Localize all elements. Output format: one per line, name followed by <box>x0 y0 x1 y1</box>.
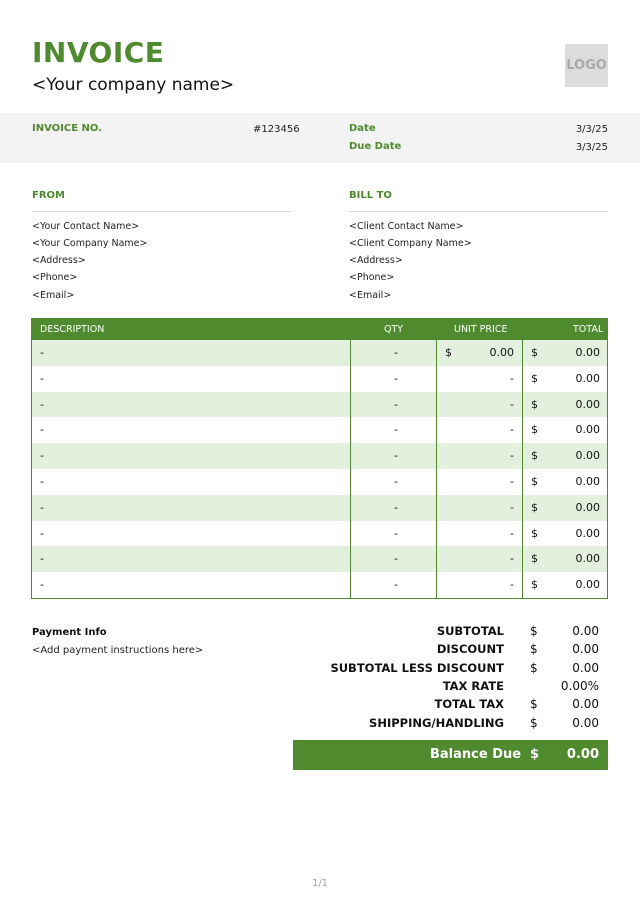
row-total: 0.00 <box>575 449 600 463</box>
bill-to-divider <box>349 211 608 212</box>
col-divider-qty <box>350 340 351 598</box>
row-description: - <box>40 371 44 385</box>
row-qty: - <box>394 552 398 566</box>
page-number: 1/1 <box>311 878 329 889</box>
table-header <box>32 319 607 340</box>
totals-value: 0.00 <box>572 624 599 638</box>
row-qty: - <box>394 526 398 540</box>
row-qty: - <box>394 475 398 488</box>
row-total-currency: $ <box>531 552 538 566</box>
row-qty: - <box>394 578 398 592</box>
table-row <box>32 495 607 521</box>
row-total: 0.00 <box>575 526 600 540</box>
row-unit-price: - <box>510 552 514 566</box>
invoice-title: INVOICE <box>32 36 165 69</box>
date-value: 3/3/25 <box>575 124 608 135</box>
row-unit-price: - <box>510 449 514 463</box>
row-total-currency: $ <box>531 449 538 463</box>
totals-currency: $ <box>530 660 538 675</box>
col-description-header: DESCRIPTION <box>40 324 105 335</box>
from-heading: FROM <box>32 190 65 201</box>
from-company-name: <Your Company Name> <box>32 238 148 249</box>
row-qty: - <box>394 449 398 463</box>
row-total-currency: $ <box>531 578 538 592</box>
totals-value: 0.00 <box>572 697 599 712</box>
row-description: - <box>40 423 44 437</box>
row-qty: - <box>394 371 398 385</box>
table-row <box>32 443 607 469</box>
from-email: <Email> <box>32 290 75 301</box>
row-description: - <box>40 449 44 463</box>
table-row <box>32 469 607 495</box>
due-date-label: Due Date <box>349 141 402 152</box>
table-row <box>32 572 607 598</box>
row-description: - <box>40 346 44 359</box>
col-total-header: TOTAL <box>573 324 604 335</box>
totals-label: DISCOUNT <box>436 642 504 657</box>
bill-to-email: <Email> <box>349 290 392 301</box>
row-unit-price: - <box>510 397 514 411</box>
from-phone: <Phone> <box>32 272 78 283</box>
row-unit-price: - <box>510 500 514 514</box>
row-total: 0.00 <box>575 346 600 359</box>
col-qty-header: QTY <box>384 324 404 335</box>
balance-due-currency: $ <box>530 747 540 762</box>
totals-value: 0.00% <box>560 678 599 693</box>
balance-due-bar <box>293 740 608 770</box>
balance-due-label: Balance Due <box>430 747 522 762</box>
row-total-currency: $ <box>531 397 538 411</box>
invoice-no-label: INVOICE NO. <box>32 123 102 134</box>
row-total-currency: $ <box>531 423 538 437</box>
line-items-table <box>31 318 608 599</box>
row-unit-price: 0.00 <box>489 346 514 359</box>
row-description: - <box>40 552 44 566</box>
row-description: - <box>40 526 44 540</box>
row-total-currency: $ <box>531 371 538 385</box>
totals-label: SUBTOTAL <box>436 624 504 638</box>
payment-instructions: <Add payment instructions here> <box>32 645 204 656</box>
row-qty: - <box>394 397 398 411</box>
row-description: - <box>40 397 44 411</box>
row-unit-price: - <box>510 526 514 540</box>
due-date-value: 3/3/25 <box>575 142 608 153</box>
row-total-currency: $ <box>531 346 538 359</box>
table-row <box>32 546 607 572</box>
row-total: 0.00 <box>575 371 600 385</box>
totals-value: 0.00 <box>572 642 599 657</box>
company-name: <Your company name> <box>32 75 235 95</box>
totals-currency: $ <box>530 697 538 712</box>
bill-to-heading: BILL TO <box>349 190 392 201</box>
table-row <box>32 366 607 392</box>
payment-info-heading: Payment Info <box>32 627 107 638</box>
row-total: 0.00 <box>575 423 600 437</box>
row-total: 0.00 <box>575 475 600 488</box>
row-total: 0.00 <box>575 578 600 592</box>
totals-label: TAX RATE <box>442 678 504 693</box>
row-description: - <box>40 475 44 488</box>
from-divider <box>32 211 291 212</box>
row-total-currency: $ <box>531 500 538 514</box>
row-total: 0.00 <box>575 397 600 411</box>
totals-currency: $ <box>530 642 538 657</box>
totals-label: TOTAL TAX <box>434 697 504 712</box>
row-qty: - <box>394 423 398 437</box>
col-unit-price-header: UNIT PRICE <box>454 324 508 335</box>
bill-to-phone: <Phone> <box>349 272 395 283</box>
row-unit-price: - <box>510 475 514 488</box>
row-total: 0.00 <box>575 552 600 566</box>
totals-currency: $ <box>530 715 538 730</box>
row-qty: - <box>394 346 398 359</box>
totals-label: SUBTOTAL LESS DISCOUNT <box>330 660 504 675</box>
bill-to-address: <Address> <box>349 255 403 266</box>
row-total-currency: $ <box>531 475 538 488</box>
table-row <box>32 392 607 418</box>
invoice-meta-band <box>0 113 640 163</box>
row-total-currency: $ <box>531 526 538 540</box>
table-row <box>32 417 607 443</box>
row-unit-price-currency: $ <box>445 346 452 359</box>
table-row <box>32 340 607 366</box>
row-unit-price: - <box>510 371 514 385</box>
date-label: Date <box>349 123 376 134</box>
col-divider-unit-price <box>436 340 437 598</box>
totals-value: 0.00 <box>572 660 599 675</box>
row-total: 0.00 <box>575 500 600 514</box>
row-description: - <box>40 578 44 592</box>
row-qty: - <box>394 500 398 514</box>
bill-to-contact-name: <Client Contact Name> <box>349 221 464 232</box>
row-unit-price: - <box>510 423 514 437</box>
totals-currency: $ <box>530 624 538 638</box>
balance-due-value: 0.00 <box>566 747 599 762</box>
totals-value: 0.00 <box>572 715 599 730</box>
col-divider-total <box>522 340 523 598</box>
invoice-no-value: #123456 <box>253 124 300 135</box>
table-row <box>32 521 607 547</box>
logo-placeholder: LOGO <box>565 44 608 87</box>
row-description: - <box>40 500 44 514</box>
row-unit-price: - <box>510 578 514 592</box>
from-address: <Address> <box>32 255 86 266</box>
totals-label: SHIPPING/HANDLING <box>369 715 504 730</box>
bill-to-company-name: <Client Company Name> <box>349 238 472 249</box>
from-contact-name: <Your Contact Name> <box>32 221 140 232</box>
